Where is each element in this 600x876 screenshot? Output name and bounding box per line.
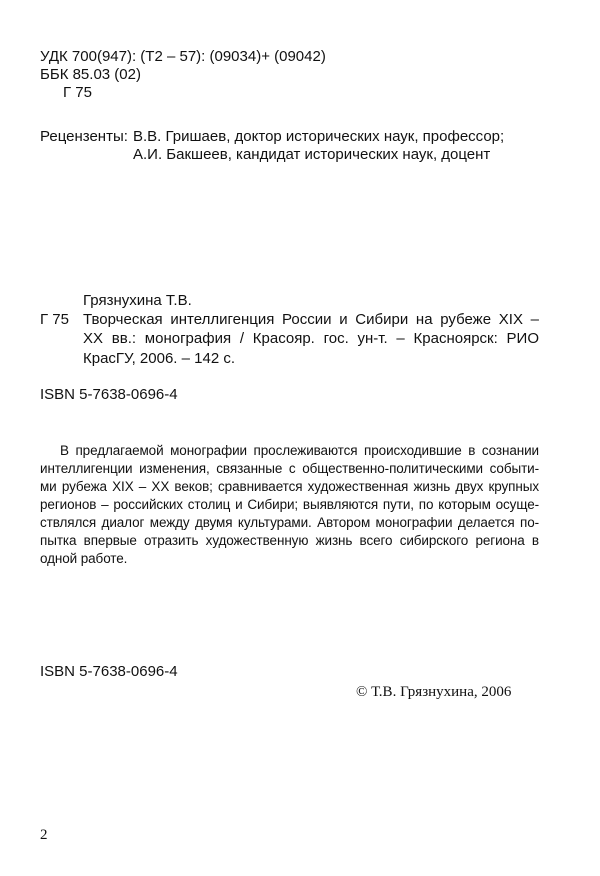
abstract-line: регионов – российских столиц и Сибири; выявляются пути, по которым осуще- [40,497,539,512]
abstract-line: интеллигенции изменения, связанные с общественно-политическими событи- [40,461,539,476]
abstract-line: ми рубежа XIX – XX веков; сравнивается художественная жизнь двух крупных [40,479,539,494]
catalog-code: Г 75 [40,311,69,328]
udk-code: УДК 700(947): (Т2 – 57): (09034)+ (09042) [40,48,326,65]
footer-isbn: ISBN 5-7638-0696-4 [40,663,178,680]
catalog-title-line-1: Творческая интеллигенция России и Сибири на рубеже XIX – [83,311,539,328]
catalog-author: Грязнухина Т.В. [83,292,192,309]
abstract-line: одной работе. [40,551,128,566]
abstract-line: В предлагаемой монографии прослеживаются происходившие в сознании [60,443,539,458]
reviewers-label: Рецензенты: [40,128,128,145]
author-sign-code: Г 75 [63,84,92,101]
reviewer-first: В.В. Гришаев, доктор исторических наук, профессор; [133,128,505,145]
page-number: 2 [40,827,48,843]
bbk-code: ББК 85.03 (02) [40,66,141,83]
catalog-title-line-2: XX вв.: монография / Красояр. гос. ун-т. – Красноярск: РИО [83,330,539,347]
catalog-title-line-3: КрасГУ, 2006. – 142 с. [83,350,235,367]
abstract-line: ствлялся диалог между двумя культурами. Автором монографии делается по- [40,515,539,530]
reviewer-second: А.И. Бакшеев, кандидат исторических наук, доцент [133,146,491,163]
catalog-isbn: ISBN 5-7638-0696-4 [40,386,178,403]
copyright: © Т.В. Грязнухина, 2006 [356,684,512,700]
abstract-line: пытка впервые отразить художественную жизнь всего сибирского региона в [40,533,539,548]
